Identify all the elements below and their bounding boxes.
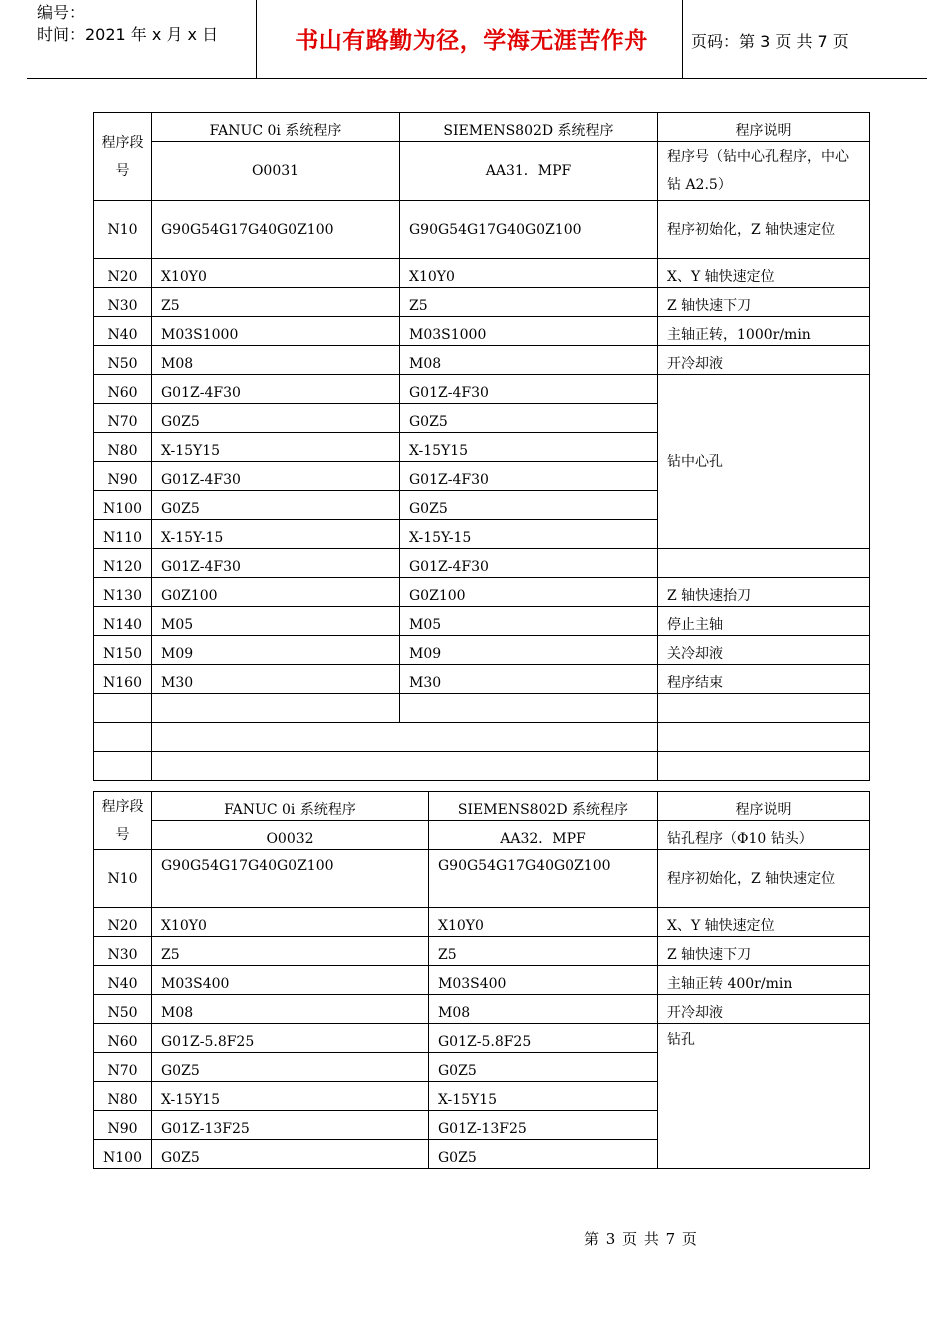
siemens-code: M08 [400,346,658,375]
siemens-header: SIEMENS802D 系统程序 [429,792,658,821]
fanuc-code: X10Y0 [152,259,400,288]
fanuc-code: X-15Y15 [152,1082,429,1111]
segment-number: N50 [94,995,152,1024]
header-divider [256,0,257,78]
page-header [27,0,927,79]
desc-header: 程序说明 [658,113,870,142]
siemens-code: Z5 [429,937,658,966]
siemens-code: M09 [400,636,658,665]
fanuc-code: Z5 [152,937,429,966]
siemens-code: X10Y0 [429,908,658,937]
fanuc-program-name: O0032 [152,821,429,850]
siemens-code: G90G54G17G40G0Z100 [400,201,658,259]
segment-number: N60 [94,1024,152,1053]
segment-number: N40 [94,317,152,346]
step-desc: 程序初始化，Z 轴快速定位 [658,850,870,908]
siemens-code: G0Z5 [400,491,658,520]
fanuc-code: M08 [152,995,429,1024]
blank-row [94,694,870,723]
siemens-code: M03S1000 [400,317,658,346]
program-table-1 [93,112,870,781]
siemens-code: M05 [400,607,658,636]
blank-row [94,723,870,752]
fanuc-code: M03S400 [152,966,429,995]
segment-number: N30 [94,937,152,966]
program-name-desc: 程序号（钻中心孔程序，中心钻 A2.5） [658,142,870,201]
blank-cell [400,694,658,723]
step-desc: Z 轴快速下刀 [658,937,870,966]
blank-cell [658,694,870,723]
segment-number: N10 [94,850,152,908]
fanuc-code: Z5 [152,288,400,317]
siemens-code: M03S400 [429,966,658,995]
segment-number: N150 [94,636,152,665]
segment-number: N110 [94,520,152,549]
step-desc: X、Y 轴快速定位 [658,908,870,937]
program-table-2 [93,791,870,1169]
table-row [94,578,870,607]
segment-number: N160 [94,665,152,694]
segment-number: N30 [94,288,152,317]
siemens-code: G0Z5 [400,404,658,433]
program-name-desc: 钻孔程序（Φ10 钻头） [658,821,870,850]
fanuc-code: X-15Y-15 [152,520,400,549]
table-row [94,908,870,937]
siemens-program-name: AA31．MPF [400,142,658,201]
segment-number: N100 [94,1140,152,1169]
table-header-row [94,792,870,821]
fanuc-code: G01Z-4F30 [152,462,400,491]
header-page-info: 页码：第 3 页 共 7 页 [691,32,849,51]
step-desc [658,549,870,578]
blank-cell [152,694,400,723]
siemens-code: X10Y0 [400,259,658,288]
seg-header: 程序段号 [94,113,152,201]
siemens-code: M30 [400,665,658,694]
fanuc-code: G0Z5 [152,1053,429,1082]
siemens-header: SIEMENS802D 系统程序 [400,113,658,142]
blank-cell [658,752,870,781]
segment-number: N20 [94,908,152,937]
fanuc-code: M09 [152,636,400,665]
desc-header: 程序说明 [658,792,870,821]
step-desc: Z 轴快速抬刀 [658,578,870,607]
table-row [94,636,870,665]
header-motto: 书山有路勤为径，学海无涯苦作舟 [295,28,648,54]
fanuc-code: G01Z-5.8F25 [152,1024,429,1053]
blank-cell [152,723,658,752]
fanuc-code: M03S1000 [152,317,400,346]
header-meta [37,2,218,46]
segment-number: N20 [94,259,152,288]
program-name-row [94,821,870,850]
fanuc-code: M05 [152,607,400,636]
doc-number-label: 编号： [37,3,86,22]
siemens-code: G90G54G17G40G0Z100 [429,850,658,908]
siemens-code: G01Z-13F25 [429,1111,658,1140]
segment-number: N120 [94,549,152,578]
step-desc: Z 轴快速下刀 [658,288,870,317]
fanuc-code: G0Z5 [152,1140,429,1169]
blank-cell [94,694,152,723]
siemens-code: G01Z-5.8F25 [429,1024,658,1053]
fanuc-header: FANUC 0i 系统程序 [152,792,429,821]
fanuc-code: M08 [152,346,400,375]
table-row [94,288,870,317]
table-row [94,995,870,1024]
table-row [94,1024,870,1053]
blank-cell [658,723,870,752]
fanuc-code: G0Z100 [152,578,400,607]
fanuc-code: M30 [152,665,400,694]
segment-number: N10 [94,201,152,259]
segment-number: N90 [94,1111,152,1140]
fanuc-code: G01Z-4F30 [152,375,400,404]
table-row [94,375,870,404]
siemens-code: X-15Y15 [400,433,658,462]
step-desc: 开冷却液 [658,346,870,375]
siemens-code: G0Z5 [429,1053,658,1082]
segment-number: N130 [94,578,152,607]
siemens-code: X-15Y-15 [400,520,658,549]
fanuc-code: G01Z-13F25 [152,1111,429,1140]
step-desc: 停止主轴 [658,607,870,636]
segment-number: N80 [94,1082,152,1111]
doc-date: 时间：2021 年 x 月 x 日 [37,25,219,44]
seg-header: 程序段号 [94,792,152,850]
blank-cell [94,752,152,781]
siemens-program-name: AA32．MPF [429,821,658,850]
fanuc-program-name: O0031 [152,142,400,201]
segment-number: N70 [94,1053,152,1082]
blank-cell [94,723,152,752]
siemens-code: G01Z-4F30 [400,549,658,578]
siemens-code: G0Z100 [400,578,658,607]
step-desc: X、Y 轴快速定位 [658,259,870,288]
table-row [94,966,870,995]
table-row [94,850,870,908]
segment-number: N50 [94,346,152,375]
step-desc: 程序结束 [658,665,870,694]
segment-number: N70 [94,404,152,433]
fanuc-code: G90G54G17G40G0Z100 [152,201,400,259]
blank-cell [152,752,658,781]
siemens-code: G01Z-4F30 [400,462,658,491]
step-desc: 关冷却液 [658,636,870,665]
fanuc-code: X10Y0 [152,908,429,937]
step-desc: 程序初始化，Z 轴快速定位 [658,201,870,259]
fanuc-code: G0Z5 [152,404,400,433]
segment-number: N80 [94,433,152,462]
fanuc-header: FANUC 0i 系统程序 [152,113,400,142]
segment-number: N60 [94,375,152,404]
table-row [94,259,870,288]
step-desc: 主轴正转 400r/min [658,966,870,995]
drill-group-desc: 钻孔 [658,1024,870,1169]
program-name-row [94,142,870,201]
fanuc-code: X-15Y15 [152,433,400,462]
table-row [94,665,870,694]
blank-row [94,752,870,781]
page-footer: 第 3 页 共 7 页 [584,1230,698,1248]
table-row [94,937,870,966]
segment-number: N40 [94,966,152,995]
siemens-code: X-15Y15 [429,1082,658,1111]
table-row [94,346,870,375]
siemens-code: G01Z-4F30 [400,375,658,404]
table-row [94,607,870,636]
siemens-code: M08 [429,995,658,1024]
siemens-code: Z5 [400,288,658,317]
fanuc-code: G0Z5 [152,491,400,520]
siemens-code: G0Z5 [429,1140,658,1169]
table-header-row [94,113,870,142]
segment-number: N140 [94,607,152,636]
table-row [94,549,870,578]
fanuc-code: G90G54G17G40G0Z100 [152,850,429,908]
segment-number: N90 [94,462,152,491]
step-desc: 主轴正转，1000r/min [658,317,870,346]
table-row [94,317,870,346]
fanuc-code: G01Z-4F30 [152,549,400,578]
step-desc: 开冷却液 [658,995,870,1024]
segment-number: N100 [94,491,152,520]
drill-group-desc: 钻中心孔 [658,375,870,549]
table-row [94,201,870,259]
